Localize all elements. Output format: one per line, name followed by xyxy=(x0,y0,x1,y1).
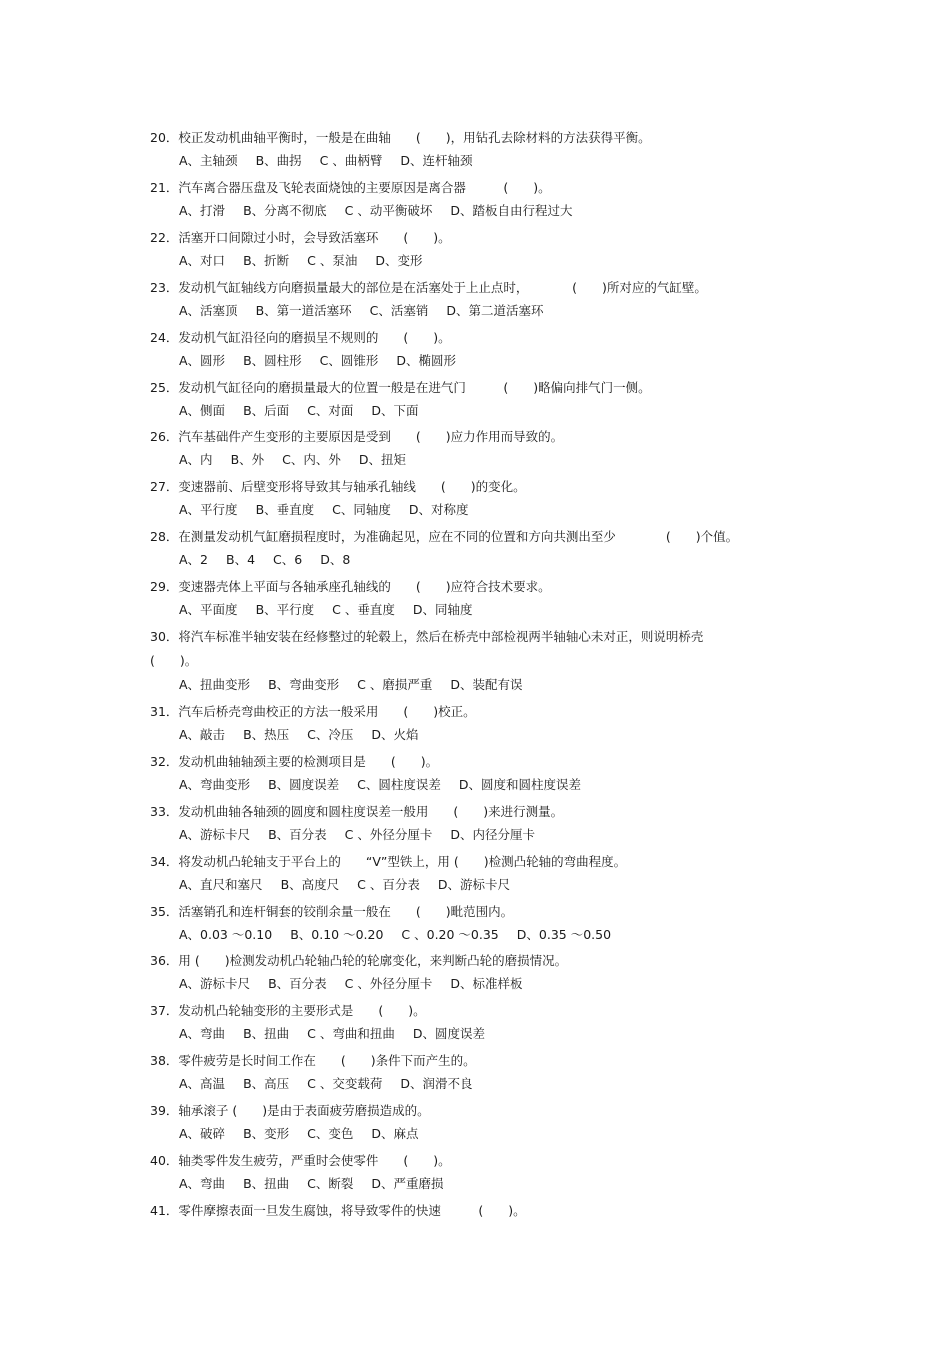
answer-option: D、下面 xyxy=(371,402,419,418)
question-text: 发动机气缸沿径向的磨损呈不规则的 ( )。 xyxy=(178,329,451,345)
answer-option: C、6 xyxy=(273,552,303,568)
question-text: 活塞开口间隙过小时，会导致活塞环 ( )。 xyxy=(178,229,451,245)
answer-option: A、高温 xyxy=(179,1076,226,1092)
question-line xyxy=(150,380,651,396)
question-text: 发动机气缸径向的磨损量最大的位置一般是在进气门 ( )略偏向排气门一侧。 xyxy=(178,379,651,395)
answer-option: C 、曲柄臂 xyxy=(319,153,383,168)
question-line xyxy=(150,230,451,246)
options-line xyxy=(179,353,456,369)
answer-option: D、麻点 xyxy=(371,1126,419,1142)
answer-option: C 、外径分厘卡 xyxy=(344,976,433,992)
answer-option: C 、百分表 xyxy=(357,876,420,892)
question-line xyxy=(150,1053,476,1069)
answer-option: D、装配有误 xyxy=(450,677,523,692)
answer-option: A、弯曲 xyxy=(179,1026,226,1042)
answer-option: A、圆形 xyxy=(179,352,226,368)
answer-option: D、第二道活塞环 xyxy=(446,302,544,318)
answer-option: B、高度尺 xyxy=(280,876,340,892)
answer-option: D、严重磨损 xyxy=(371,1176,444,1191)
answer-option: C、圆锥形 xyxy=(319,352,379,368)
question-number: 33． xyxy=(150,803,179,819)
options-line xyxy=(179,1076,472,1092)
answer-option: A、敲击 xyxy=(179,726,226,742)
answer-option: B、圆度误差 xyxy=(268,776,340,792)
answer-option: C、内、外 xyxy=(282,452,341,468)
options-line xyxy=(179,976,522,992)
question-number: 25． xyxy=(150,379,179,395)
answer-option: A、打滑 xyxy=(179,202,226,218)
answer-option: D、圆度误差 xyxy=(412,1026,485,1042)
answer-option: B、扭曲 xyxy=(243,1026,290,1042)
question-number: 32． xyxy=(150,753,179,769)
answer-option: A、弯曲 xyxy=(179,1176,226,1191)
answer-option: A、游标卡尺 xyxy=(179,976,251,992)
answer-option: C 、泵油 xyxy=(307,252,358,268)
question-line xyxy=(150,579,551,595)
answer-option: D、标准样板 xyxy=(450,976,523,992)
answer-option: D、8 xyxy=(320,552,351,568)
question-number: 28． xyxy=(150,529,179,545)
question-text: 活塞销孔和连杆铜套的铰削余量一般在 ( )毗范围内。 xyxy=(178,903,514,919)
answer-option: C、同轴度 xyxy=(332,502,391,518)
answer-option: C、圆柱度误差 xyxy=(357,776,441,792)
options-line xyxy=(179,502,469,518)
options-line xyxy=(179,927,611,943)
answer-option: A、扭曲变形 xyxy=(179,677,251,692)
question-number: 23． xyxy=(150,279,179,295)
answer-option: C 、磨损严重 xyxy=(357,677,433,692)
question-line xyxy=(150,804,563,820)
answer-option: D、同轴度 xyxy=(412,602,473,618)
answer-option: C 、0.20 ～0.35 xyxy=(401,926,499,942)
options-line xyxy=(179,677,522,693)
answer-option: D、火焰 xyxy=(371,726,419,742)
answer-option: D、内径分厘卡 xyxy=(450,826,535,842)
question-number: 21． xyxy=(150,179,179,195)
question-text: 汽车基础件产生变形的主要原因是受到 ( )应力作用而导致的。 xyxy=(178,429,564,445)
question-line xyxy=(150,529,738,545)
answer-option: D、扭矩 xyxy=(358,452,407,468)
answer-option: B、第一道活塞环 xyxy=(255,302,352,318)
question-number: 39． xyxy=(150,1103,179,1119)
answer-option: D、游标卡尺 xyxy=(437,876,510,892)
answer-option: A、侧面 xyxy=(179,402,226,418)
question-text: 用 ( )检测发动机凸轮轴凸轮的轮廓变化，来判断凸轮的磨损情况。 xyxy=(178,953,568,969)
question-number: 31． xyxy=(150,703,179,719)
options-line xyxy=(179,153,472,169)
question-line xyxy=(150,754,438,770)
question-number: 29． xyxy=(150,579,179,595)
question-number: 20． xyxy=(150,130,179,145)
options-line xyxy=(179,303,544,319)
answer-option: C 、交变载荷 xyxy=(307,1076,383,1092)
question-line xyxy=(150,130,651,146)
question-text: 轴类零件发生疲劳，严重时会使零件 ( )。 xyxy=(178,1153,451,1168)
answer-option: B、弯曲变形 xyxy=(268,677,340,692)
question-number: 34． xyxy=(150,853,179,869)
answer-option: B、平行度 xyxy=(255,602,315,618)
options-line xyxy=(179,203,572,219)
answer-option: C 、动平衡破坏 xyxy=(344,202,433,218)
options-line xyxy=(179,827,535,843)
answer-option: B、垂直度 xyxy=(255,502,315,518)
answer-option: B、热压 xyxy=(243,726,290,742)
question-text: 发动机曲轴轴颈主要的检测项目是 ( )。 xyxy=(178,753,439,769)
answer-option: D、变形 xyxy=(375,252,423,268)
question-number: 27． xyxy=(150,479,179,495)
question-text: 发动机凸轮轴变形的主要形式是 ( )。 xyxy=(178,1003,426,1019)
question-text: 将发动机凸轮轴支于平台上的 “V”型铁上，用 ( )检测凸轮轴的弯曲程度。 xyxy=(178,853,627,869)
answer-option: D、椭圆形 xyxy=(396,352,457,368)
answer-option: C 、垂直度 xyxy=(332,602,395,618)
question-text: 轴承滚子 ( )是由于表面疲劳磨损造成的。 xyxy=(178,1103,430,1119)
answer-option: C、冷压 xyxy=(307,726,354,742)
question-text: 将汽车标准半轴安装在经修整过的轮毂上，然后在桥壳中部检视两半轴轴心未对正，则说明桥壳 xyxy=(178,629,704,644)
options-line xyxy=(179,602,472,618)
answer-option: A、弯曲变形 xyxy=(179,776,251,792)
answer-option: A、平面度 xyxy=(179,602,238,618)
question-text: 零件疲劳是长时间工作在 ( )条件下而产生的。 xyxy=(178,1053,476,1069)
answer-option: D、对称度 xyxy=(408,502,469,518)
question-line xyxy=(150,330,451,346)
options-line xyxy=(179,253,422,269)
answer-option: B、外 xyxy=(230,452,265,468)
options-line xyxy=(179,727,419,743)
answer-option: B、0.10 ～0.20 xyxy=(290,926,384,942)
question-line xyxy=(150,704,476,720)
options-line xyxy=(179,877,510,893)
answer-option: C、活塞销 xyxy=(369,302,429,318)
answer-option: A、0.03 ～0.10 xyxy=(179,926,273,942)
question-number: 40． xyxy=(150,1153,179,1168)
question-number: 24． xyxy=(150,329,179,345)
answer-option: B、4 xyxy=(226,552,256,568)
answer-option: B、折断 xyxy=(243,252,290,268)
question-text: 变速器壳体上平面与各轴承座孔轴线的 ( )应符合技术要求。 xyxy=(178,579,551,595)
question-text: 校正发动机曲轴平衡时，一般是在曲轴 ( )，用钻孔去除材料的方法获得平衡。 xyxy=(178,130,651,145)
answer-option: A、破碎 xyxy=(179,1126,226,1142)
question-line xyxy=(150,180,551,196)
answer-option: A、直尺和塞尺 xyxy=(179,876,263,892)
question-line xyxy=(150,854,626,870)
answer-option: A、主轴颈 xyxy=(179,153,238,168)
question-line xyxy=(150,629,703,645)
question-line xyxy=(150,1003,426,1019)
answer-option: B、变形 xyxy=(243,1126,290,1142)
question-number: 35． xyxy=(150,903,179,919)
options-line xyxy=(179,452,406,468)
answer-option: C 、弯曲和扭曲 xyxy=(307,1026,395,1042)
options-line xyxy=(179,552,350,568)
answer-option: B、百分表 xyxy=(268,826,327,842)
question-line xyxy=(150,429,563,445)
answer-option: D、润滑不良 xyxy=(400,1076,473,1092)
answer-option: D、0.35 ～0.50 xyxy=(516,926,612,942)
answer-option: A、2 xyxy=(179,552,209,568)
question-text: 发动机曲轴各轴颈的圆度和圆柱度误差一般用 ( )来进行测量。 xyxy=(178,803,564,819)
question-number: 36． xyxy=(150,953,179,969)
answer-option: B、高压 xyxy=(243,1076,290,1092)
question-line xyxy=(150,1203,526,1219)
question-text: 汽车后桥壳弯曲校正的方法一般采用 ( )校正。 xyxy=(178,703,476,719)
answer-option: B、扭曲 xyxy=(243,1176,290,1191)
answer-option: B、分离不彻底 xyxy=(243,202,327,218)
answer-option: D、圆度和圆柱度误差 xyxy=(458,776,582,792)
question-line xyxy=(150,479,526,495)
question-number: 22． xyxy=(150,229,179,245)
options-line xyxy=(179,1026,485,1042)
question-line xyxy=(150,1153,451,1169)
question-number: 30． xyxy=(150,629,179,644)
answer-option: A、活塞顶 xyxy=(179,302,238,318)
answer-option: C、对面 xyxy=(307,402,354,418)
options-line xyxy=(179,777,581,793)
question-line xyxy=(150,953,567,969)
question-line xyxy=(150,904,513,920)
answer-option: D、踏板自由行程过大 xyxy=(450,202,573,218)
options-line xyxy=(179,403,419,419)
question-text: 发动机气缸轴线方向磨损量最大的部位是在活塞处于上止点时， ( )所对应的气缸壁。 xyxy=(178,279,707,295)
answer-option: B、圆柱形 xyxy=(243,352,302,368)
answer-option: A、游标卡尺 xyxy=(179,826,251,842)
answer-option: C 、外径分厘卡 xyxy=(344,826,433,842)
answer-option: A、对口 xyxy=(179,252,226,268)
question-continuation: ( )。 xyxy=(150,653,198,668)
answer-option: B、曲拐 xyxy=(255,153,302,168)
answer-option: B、百分表 xyxy=(268,976,327,992)
answer-option: C、断裂 xyxy=(307,1176,354,1191)
question-number: 37． xyxy=(150,1003,179,1019)
question-number: 38． xyxy=(150,1053,179,1069)
options-line xyxy=(179,1176,444,1192)
question-text: 汽车离合器压盘及飞轮表面烧蚀的主要原因是离合器 ( )。 xyxy=(178,179,551,195)
question-number: 41． xyxy=(150,1202,179,1218)
question-line xyxy=(150,280,707,296)
answer-option: A、内 xyxy=(179,452,213,468)
question-number: 26． xyxy=(150,429,179,445)
answer-option: B、后面 xyxy=(243,402,290,418)
answer-option: C、变色 xyxy=(307,1126,354,1142)
question-text: 零件摩擦表面一旦发生腐蚀，将导致零件的快速 ( )。 xyxy=(178,1202,526,1218)
question-text: 变速器前、后壁变形将导致其与轴承孔轴线 ( )的变化。 xyxy=(178,479,526,495)
answer-option: D、连杆轴颈 xyxy=(400,153,473,168)
question-line xyxy=(150,1103,430,1119)
options-line xyxy=(179,1126,419,1142)
question-text: 在测量发动机气缸磨损程度时，为准确起见，应在不同的位置和方向共测出至少 ( )个值。 xyxy=(178,529,739,545)
answer-option: A、平行度 xyxy=(179,502,238,518)
